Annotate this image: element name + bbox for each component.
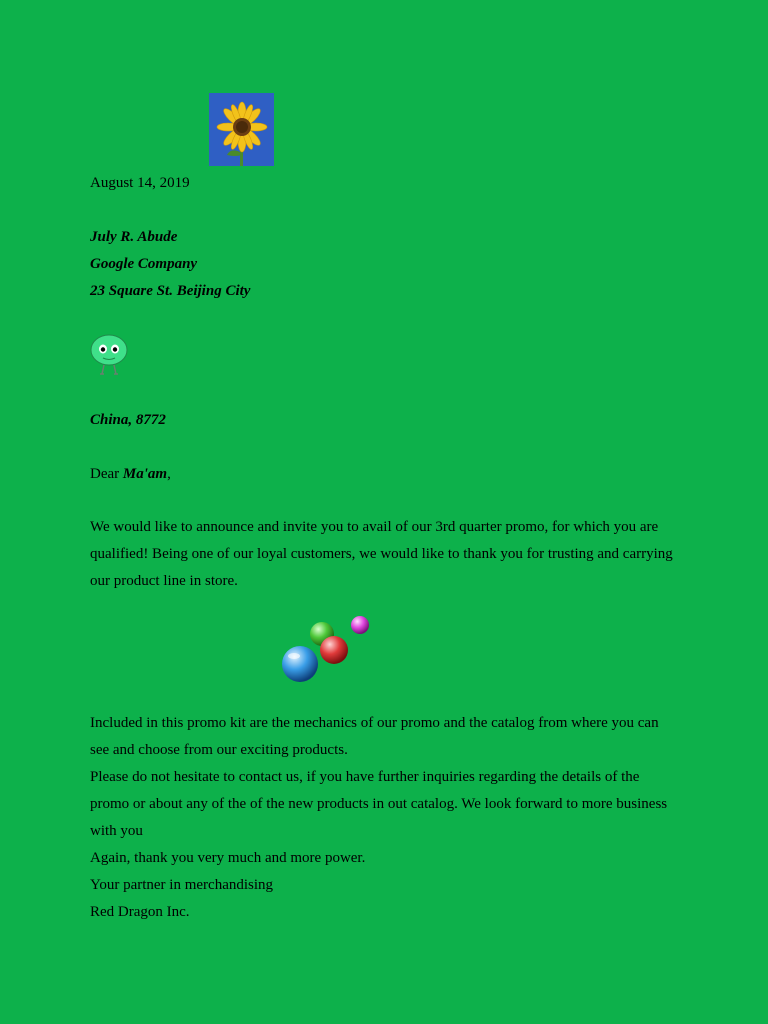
body-line: We would like to announce and invite you to avail of our 3rd quarter promo, for which you are — [90, 519, 659, 535]
recipient-company: Google Company — [90, 256, 198, 272]
body-line: Again, thank you very much and more power. — [90, 850, 366, 866]
sunflower-image — [209, 93, 274, 166]
salutation — [90, 461, 171, 488]
body-paragraph-1 — [90, 514, 690, 595]
letter-date: August 14, 2019 — [90, 175, 190, 191]
body-paragraph-2 — [90, 710, 690, 926]
colored-glass-balls-clipart — [276, 612, 374, 688]
salutation-title: Ma'am — [122, 466, 168, 482]
recipient-region: China, 8772 — [90, 412, 166, 428]
recipient-name: July R. Abude — [90, 229, 178, 245]
signature-line: Red Dragon Inc. — [90, 904, 190, 920]
body-line: Your partner in merchandising — [90, 877, 274, 893]
body-line: see and choose from our exciting products. — [90, 742, 348, 758]
body-line: Please do not hesitate to contact us, if you have further inquiries regarding the details of the — [90, 769, 640, 785]
salutation-prefix: Dear — [90, 466, 123, 482]
body-line: our product line in store. — [90, 573, 238, 589]
body-line: promo or about any of the of the new products in out catalog. We look forward to more business — [90, 796, 668, 812]
salutation-suffix: , — [167, 466, 171, 482]
green-alien-clipart — [88, 332, 130, 378]
recipient-address: 23 Square St. Beijing City — [90, 283, 251, 299]
body-line: Included in this promo kit are the mechanics of our promo and the catalog from where you can — [90, 715, 659, 731]
body-line: with you — [90, 823, 143, 839]
body-line: qualified! Being one of our loyal customers, we would like to thank you for trusting and carrying — [90, 546, 673, 562]
